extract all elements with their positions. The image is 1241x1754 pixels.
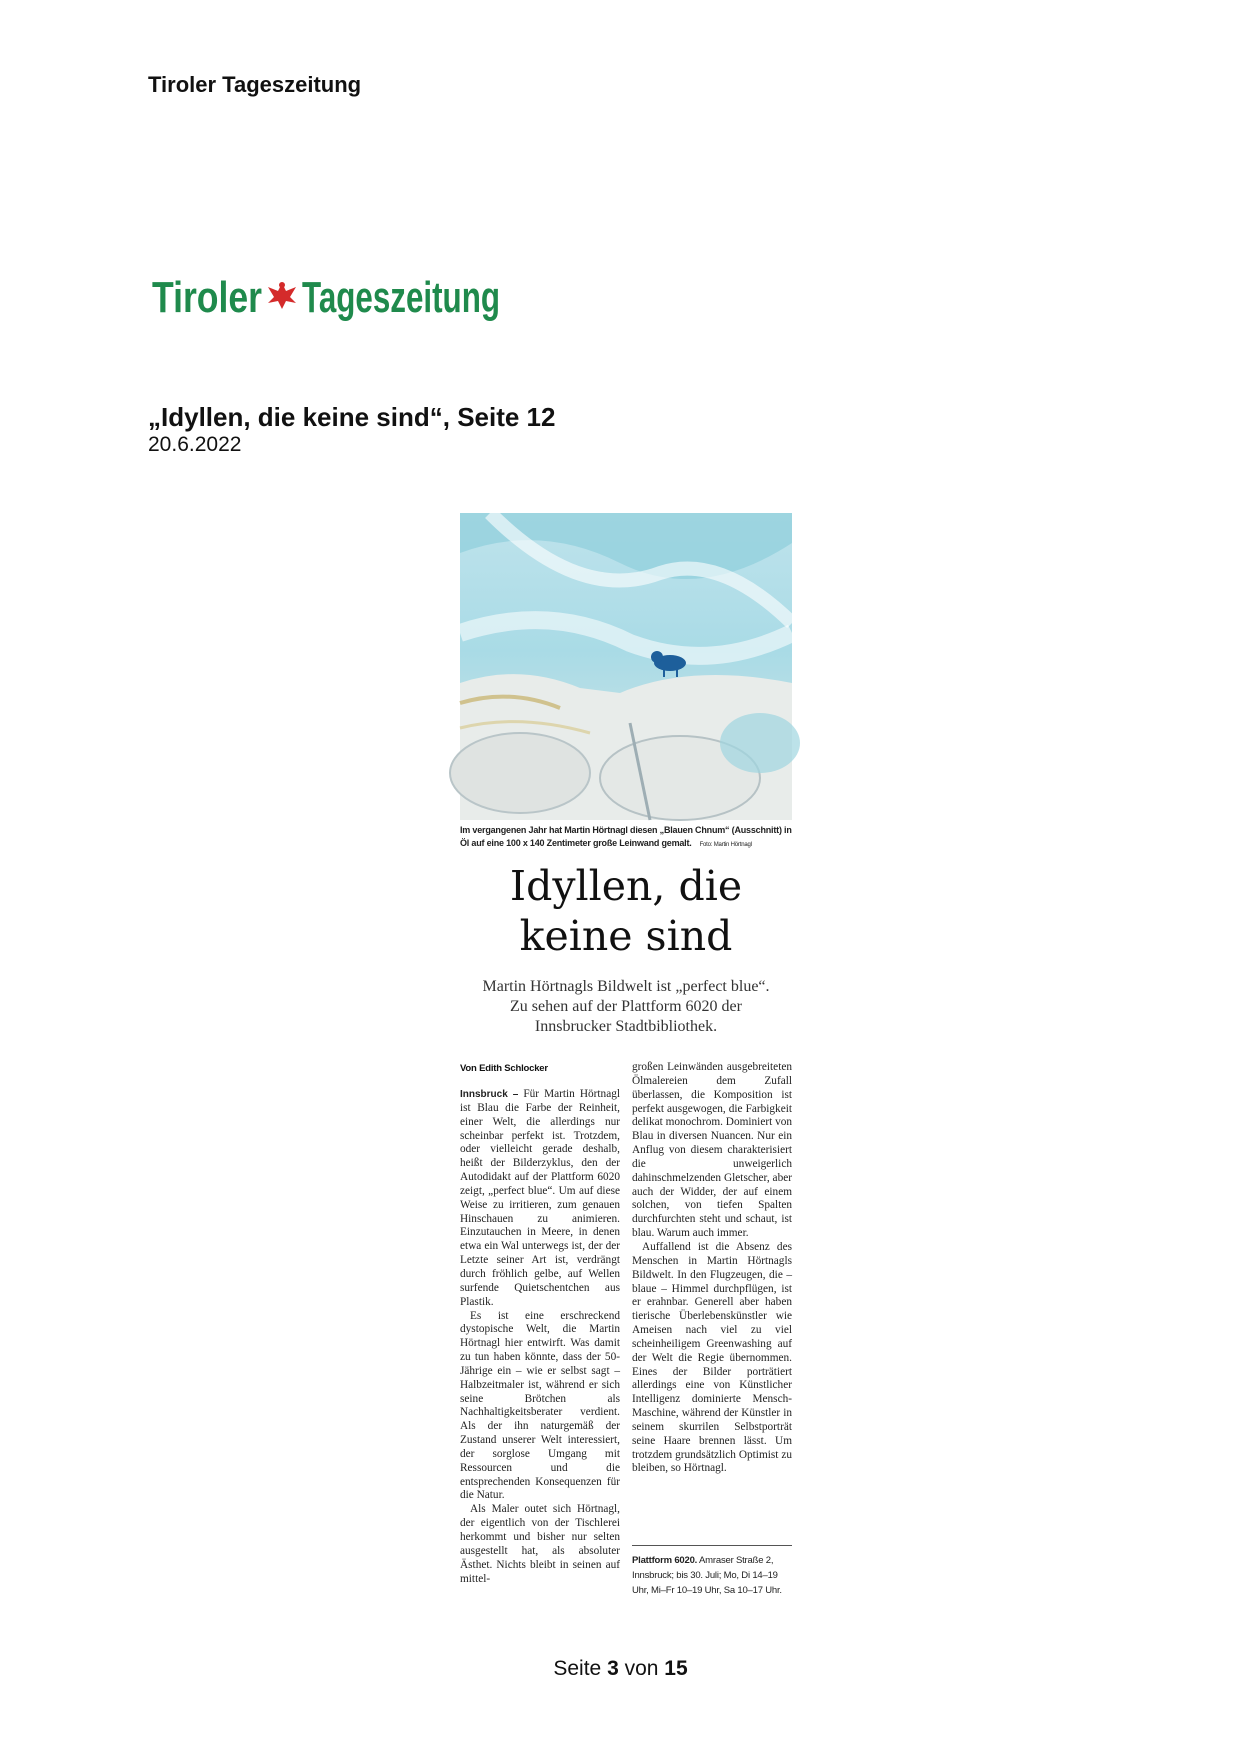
paragraph-text: Für Martin Hörtnagl ist Blau die Farbe der Reinheit, einer Welt, die allerdings nur scheinbar perfekt ist. Trotzdem, oder vielleicht gerade deshalb, heißt der Bilderzyklus, den der Autodidakt auf der Plattform 6020 zeigt, „perfect blue“. Um auf diese Weise zu irritieren, zum genauen Hinschauen zu animieren. Einzutauchen in Meere, in denen etwa ein Wal unterwegs ist, der der Letzte seiner Art ist, verdrängt durch fröhlich gelbe, auf Wellen surfende Quietschentchen aus Plastik. [460,1088,620,1308]
article-headline [460,861,792,961]
photo-caption [460,824,792,851]
caption-text: Im vergangenen Jahr hat Martin Hörtnagl diesen „Blauen Chnum“ (Ausschnitt) in Öl auf eine 100 x 140 Zentimeter große Leinwand gemalt. [460,825,792,848]
article-lead: Martin Hörtnagls Bildwelt ist „perfect blue“. Zu sehen auf der Plattform 6020 der Innsbrucker Stadtbibliothek. [482,978,770,1035]
page-middle: von [624,1657,659,1680]
article-paragraph: Als Maler outet sich Hörtnagl, der eigentlich von der Tischlerei herkommt und bisher nur selten ausgestellt hat, als absoluter Ästhet. Nichts bleibt in seinen auf mittel- [460,1503,620,1585]
headline-line-2: keine sind [519,912,733,960]
article-paragraph [460,1088,620,1310]
article-paragraph: großen Leinwänden ausgebreiteten Ölmalereien dem Zufall überlassen, die Komposition ist perfekt ausgewogen, die Farbigkeit delikat monochrom. Dominiert von Blau in diversen Nuancen. Nur ein Anflug von diesem charakterisiert die unweigerlich dahinschmelzenden Gletscher, aber auch der Widder, der auf einem solchen, von tiefen Spalten durchfurchten steht und schaut, ist blau. Warum auch immer. [632,1061,793,1240]
page-current: 3 [607,1657,619,1680]
clip-title: „Idyllen, die keine sind“, Seite 12 [148,402,556,432]
article-paragraph: Es ist eine erschreckend dystopische Welt, die Martin Hörtnagl hier entwirft. Was damit zu tun haben könnte, dass der 50-Jährige ein – wie er selbst sagt – Halbzeitmaler ist, während er sich seine Brötchen als Nachhaltigkeitsberater verdient. Als der ihn naturgemäß der Zustand unserer Welt interessiert, der sorglose Umgang mit Ressourcen und die entsprechenden Konsequenzen für die Natur. [460,1309,620,1502]
info-title: Plattform 6020. [632,1555,698,1566]
logo-text-left: Tiroler [152,273,262,322]
dateline: Innsbruck – [460,1089,519,1100]
document-header: Tiroler Tageszeitung [148,72,362,97]
exhibition-info [632,1553,792,1598]
info-divider [632,1545,792,1546]
photo-credit: Foto: Martin Hörtnagl [699,841,752,848]
page-prefix: Seite [553,1657,602,1680]
painting-photo [460,513,792,820]
newspaper-clipping [460,513,792,1608]
logo-text-right: Tageszeitung [302,273,500,322]
info-text: Amraser Straße 2, Innsbruck; bis 30. Juli; Mo, Di 14–19 Uhr, Mi–Fr 10–19 Uhr, Sa 10–17 Uhr. [632,1555,782,1596]
headline-line-1: Idyllen, die [509,862,743,910]
page-number [0,1657,1241,1681]
article-column-left [460,1088,620,1586]
page-total: 15 [664,1657,688,1680]
article-paragraph: Auffallend ist die Absenz des Menschen in Martin Hörtnagls Bildwelt. In den Flugzeugen, die – blaue – Himmel durchpflügen, ist er erahnbar. Generell aber haben tierische Überlebenskünstler wie Ameisen nach viel zu viel scheinheiligem Greenwashing auf der Welt die Regie übernommen. Eines der Bilder porträtiert allerdings eine von Künstlicher Intelligenz dominierte Mensch-Maschine, während der Künstler in seinem skurrilen Selbstporträt seine Haare brennen lässt. Um trotzdem grundsätzlich Optimist zu bleiben, so Hörtnagl. [632,1240,792,1475]
clip-date: 20.6.2022 [148,433,242,456]
logo-wordmark [152,262,502,324]
newspaper-logo [152,262,502,324]
eagle-icon [268,282,296,309]
article-byline: Von Edith Schlocker [460,1063,548,1074]
article-column-right [632,1061,792,1476]
